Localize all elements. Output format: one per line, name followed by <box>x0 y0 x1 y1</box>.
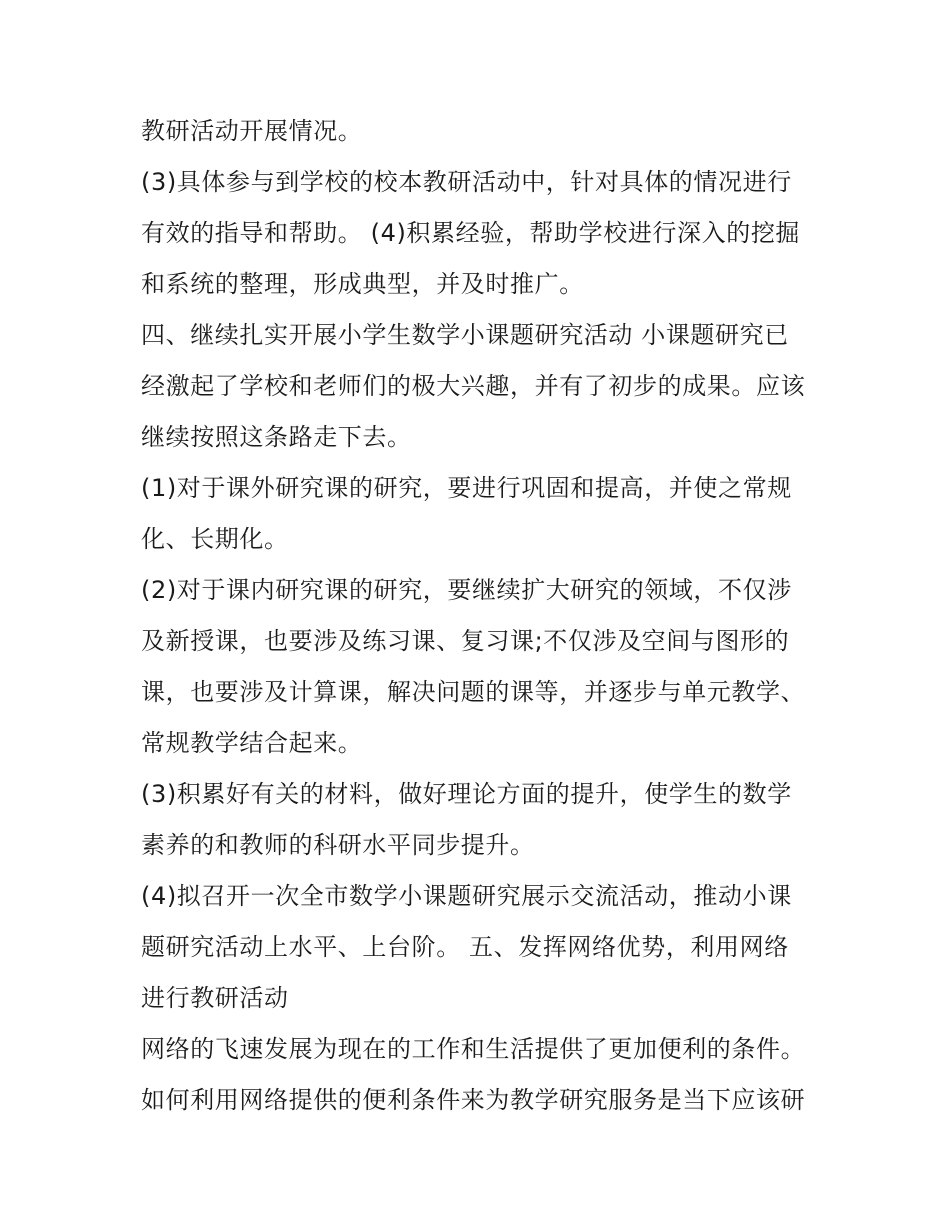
text-line: (2)对于课内研究课的研究，要继续扩大研究的领域，不仅涉 <box>141 576 792 604</box>
document-body <box>141 106 831 1126</box>
text-line: 化、长期化。 <box>141 525 289 553</box>
text-line: (3)具体参与到学校的校本教研活动中，针对具体的情况进行 <box>141 168 792 196</box>
text-line: (3)积累好有关的材料，做好理论方面的提升，使学生的数学 <box>141 780 792 808</box>
text-line: (1)对于课外研究课的研究，要进行巩固和提高，并使之常规 <box>141 474 792 502</box>
text-line: 素养的和教师的科研水平同步提升。 <box>141 831 535 859</box>
text-line: 四、继续扎实开展小学生数学小课题研究活动 小课题研究已 <box>141 321 789 349</box>
text-line: 教研活动开展情况。 <box>141 117 363 145</box>
text-line: (4)拟召开一次全市数学小课题研究展示交流活动，推动小课 <box>141 882 792 910</box>
text-line: 和系统的整理，形成典型，并及时推广。 <box>141 270 584 298</box>
text-line: 继续按照这条路走下去。 <box>141 423 412 451</box>
text-line: 有效的指导和帮助。 (4)积累经验，帮助学校进行深入的挖掘 <box>141 219 801 247</box>
text-line: 常规教学结合起来。 <box>141 729 363 757</box>
text-line: 课，也要涉及计算课，解决问题的课等，并逐步与单元教学、 <box>141 678 806 706</box>
text-line: 网络的飞速发展为现在的工作和生活提供了更加便利的条件。 <box>141 1035 806 1063</box>
text-line: 经激起了学校和老师们的极大兴趣，并有了初步的成果。应该 <box>141 372 806 400</box>
text-line: 题研究活动上水平、上台阶。 五、发挥网络优势，利用网络 <box>141 933 789 961</box>
text-line: 及新授课，也要涉及练习课、复习课;不仅涉及空间与图形的 <box>141 627 790 655</box>
text-line: 进行教研活动 <box>141 984 289 1012</box>
text-line: 如何利用网络提供的便利条件来为教学研究服务是当下应该研 <box>141 1086 806 1114</box>
